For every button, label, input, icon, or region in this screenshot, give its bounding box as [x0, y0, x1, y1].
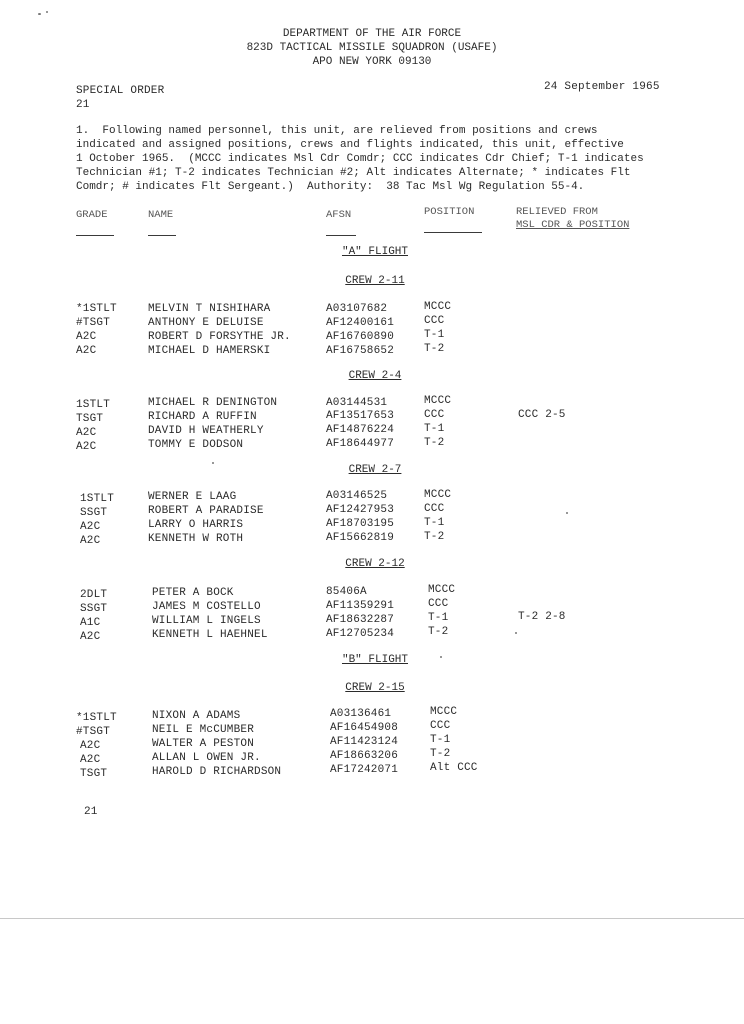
afsn-cell: A03107682 — [326, 303, 388, 315]
name-cell: MICHAEL D HAMERSKI — [148, 345, 271, 357]
name-cell: KENNETH W ROTH — [148, 533, 244, 545]
grade-cell: A2C — [76, 331, 97, 343]
name-cell: NEIL E McCUMBER — [152, 724, 255, 736]
afsn-cell: AF12400161 — [326, 317, 395, 329]
position-cell: MCCC — [428, 584, 456, 596]
crew-heading: CREW 2-11 — [345, 275, 405, 287]
grade-cell: SSGT — [80, 507, 108, 519]
order-paragraph — [76, 124, 696, 194]
afsn-underline — [326, 235, 356, 236]
paragraph-line: Comdr; # indicates Flt Sergeant.) Authority: 38 Tac Msl Wg Regulation 55-4. — [76, 181, 585, 193]
grade-cell: #TSGT — [76, 726, 111, 738]
position-cell: T-2 — [424, 437, 445, 449]
column-header-relieved: RELIEVED FROM — [516, 206, 598, 218]
afsn-cell: A03136461 — [330, 708, 392, 720]
name-cell: WILLIAM L INGELS — [152, 615, 261, 627]
name-cell: RICHARD A RUFFIN — [148, 411, 257, 423]
position-cell: CCC — [424, 315, 445, 327]
position-cell: T-2 — [424, 343, 445, 355]
relieved-cell: CCC 2-5 — [518, 409, 566, 421]
header-department: DEPARTMENT OF THE AIR FORCE — [282, 28, 462, 40]
scan-speck — [212, 462, 214, 464]
name-cell: ALLAN L OWEN JR. — [152, 752, 261, 764]
column-header-afsn: AFSN — [326, 209, 352, 221]
grade-cell: TSGT — [80, 768, 108, 780]
position-cell: T-2 — [430, 748, 451, 760]
position-cell: MCCC — [424, 489, 452, 501]
column-header-name: NAME — [148, 209, 174, 221]
position-cell: CCC — [424, 503, 445, 515]
name-cell: ROBERT A PARADISE — [148, 505, 264, 517]
scan-speck — [515, 632, 517, 634]
position-cell: CCC — [428, 598, 449, 610]
afsn-cell: AF18663206 — [330, 750, 399, 762]
afsn-cell: A03144531 — [326, 397, 388, 409]
paragraph-line: 1. Following named personnel, this unit, are relieved from positions and crews — [76, 125, 598, 137]
afsn-cell: AF16454908 — [330, 722, 399, 734]
grade-cell: A1C — [80, 617, 101, 629]
position-cell: T-1 — [424, 517, 445, 529]
grade-cell: 1STLT — [76, 399, 111, 411]
afsn-cell: AF11423124 — [330, 736, 399, 748]
position-cell: MCCC — [424, 395, 452, 407]
grade-cell: SSGT — [80, 603, 108, 615]
afsn-cell: AF11359291 — [326, 600, 395, 612]
relieved-cell: T-2 2-8 — [518, 611, 566, 623]
position-cell: T-1 — [428, 612, 449, 624]
order-number: 21 — [76, 99, 90, 111]
afsn-cell: A03146525 — [326, 490, 388, 502]
grade-cell: 2DLT — [80, 589, 108, 601]
order-label: SPECIAL ORDER — [76, 85, 165, 97]
afsn-cell: AF15662819 — [326, 532, 395, 544]
position-cell: T-1 — [424, 329, 445, 341]
afsn-cell: AF18703195 — [326, 518, 395, 530]
scan-edge-line — [0, 918, 744, 919]
grade-cell: 1STLT — [80, 493, 115, 505]
header-squadron: 823D TACTICAL MISSILE SQUADRON (USAFE) — [246, 42, 498, 54]
name-cell: WERNER E LAAG — [148, 491, 237, 503]
position-cell: T-2 — [424, 531, 445, 543]
position-cell: CCC — [424, 409, 445, 421]
crew-heading: CREW 2-15 — [345, 682, 405, 694]
grade-cell: #TSGT — [76, 317, 111, 329]
afsn-cell: AF12427953 — [326, 504, 395, 516]
name-cell: HAROLD D RICHARDSON — [152, 766, 282, 778]
afsn-cell: AF13517653 — [326, 410, 395, 422]
position-cell: MCCC — [424, 301, 452, 313]
afsn-cell: 85406A — [326, 586, 367, 598]
column-header-position: POSITION — [424, 206, 475, 218]
grade-cell: A2C — [76, 345, 97, 357]
paragraph-line: 1 October 1965. (MCCC indicates Msl Cdr Comdr; CCC indicates Cdr Chief; T-1 indicates — [76, 153, 644, 165]
afsn-cell: AF12705234 — [326, 628, 395, 640]
crew-heading: CREW 2-7 — [348, 464, 402, 476]
name-cell: ANTHONY E DELUISE — [148, 317, 264, 329]
column-header-grade: GRADE — [76, 209, 108, 221]
paragraph-line: indicated and assigned positions, crews and flights indicated, this unit, effective — [76, 139, 624, 151]
crew-heading: CREW 2-4 — [348, 370, 402, 382]
afsn-cell: AF17242071 — [330, 764, 399, 776]
position-cell: T-2 — [428, 626, 449, 638]
name-cell: ROBERT D FORSYTHE JR. — [148, 331, 291, 343]
scan-speck — [566, 512, 568, 514]
grade-cell: *1STLT — [76, 712, 117, 724]
flight-b-heading: "B" FLIGHT — [341, 654, 408, 666]
afsn-cell: AF18632287 — [326, 614, 395, 626]
grade-cell: A2C — [76, 427, 97, 439]
position-cell: MCCC — [430, 706, 458, 718]
grade-cell: A2C — [80, 754, 101, 766]
name-cell: NIXON A ADAMS — [152, 710, 241, 722]
grade-cell: TSGT — [76, 413, 104, 425]
position-cell: CCC — [430, 720, 451, 732]
grade-underline — [76, 235, 114, 236]
grade-cell: A2C — [80, 535, 101, 547]
name-cell: KENNETH L HAEHNEL — [152, 629, 268, 641]
name-cell: MICHAEL R DENINGTON — [148, 397, 278, 409]
afsn-cell: AF18644977 — [326, 438, 395, 450]
grade-cell: A2C — [76, 441, 97, 453]
position-cell: T-1 — [430, 734, 451, 746]
position-underline — [424, 232, 482, 233]
scan-speck — [46, 11, 48, 13]
scan-speck — [38, 13, 41, 15]
name-underline — [148, 235, 176, 236]
afsn-cell: AF16758652 — [326, 345, 395, 357]
grade-cell: A2C — [80, 521, 101, 533]
name-cell: WALTER A PESTON — [152, 738, 255, 750]
column-header-relieved-sub: MSL CDR & POSITION — [516, 219, 630, 231]
name-cell: TOMMY E DODSON — [148, 439, 244, 451]
grade-cell: A2C — [80, 631, 101, 643]
position-cell: Alt CCC — [430, 762, 478, 774]
footer-number: 21 — [84, 806, 98, 818]
name-cell: DAVID H WEATHERLY — [148, 425, 264, 437]
afsn-cell: AF16760890 — [326, 331, 395, 343]
name-cell: PETER A BOCK — [152, 587, 234, 599]
name-cell: LARRY O HARRIS — [148, 519, 244, 531]
position-cell: T-1 — [424, 423, 445, 435]
header-apo: APO NEW YORK 09130 — [312, 56, 432, 68]
grade-cell: A2C — [80, 740, 101, 752]
order-date: 24 September 1965 — [544, 81, 660, 93]
crew-heading: CREW 2-12 — [345, 558, 405, 570]
name-cell: MELVIN T NISHIHARA — [148, 303, 271, 315]
flight-a-heading: "A" FLIGHT — [341, 246, 408, 258]
paragraph-line: Technician #1; T-2 indicates Technician #2; Alt indicates Alternate; * indicates Flt — [76, 167, 631, 179]
name-cell: JAMES M COSTELLO — [152, 601, 261, 613]
grade-cell: *1STLT — [76, 303, 117, 315]
scan-speck — [440, 656, 442, 658]
afsn-cell: AF14876224 — [326, 424, 395, 436]
